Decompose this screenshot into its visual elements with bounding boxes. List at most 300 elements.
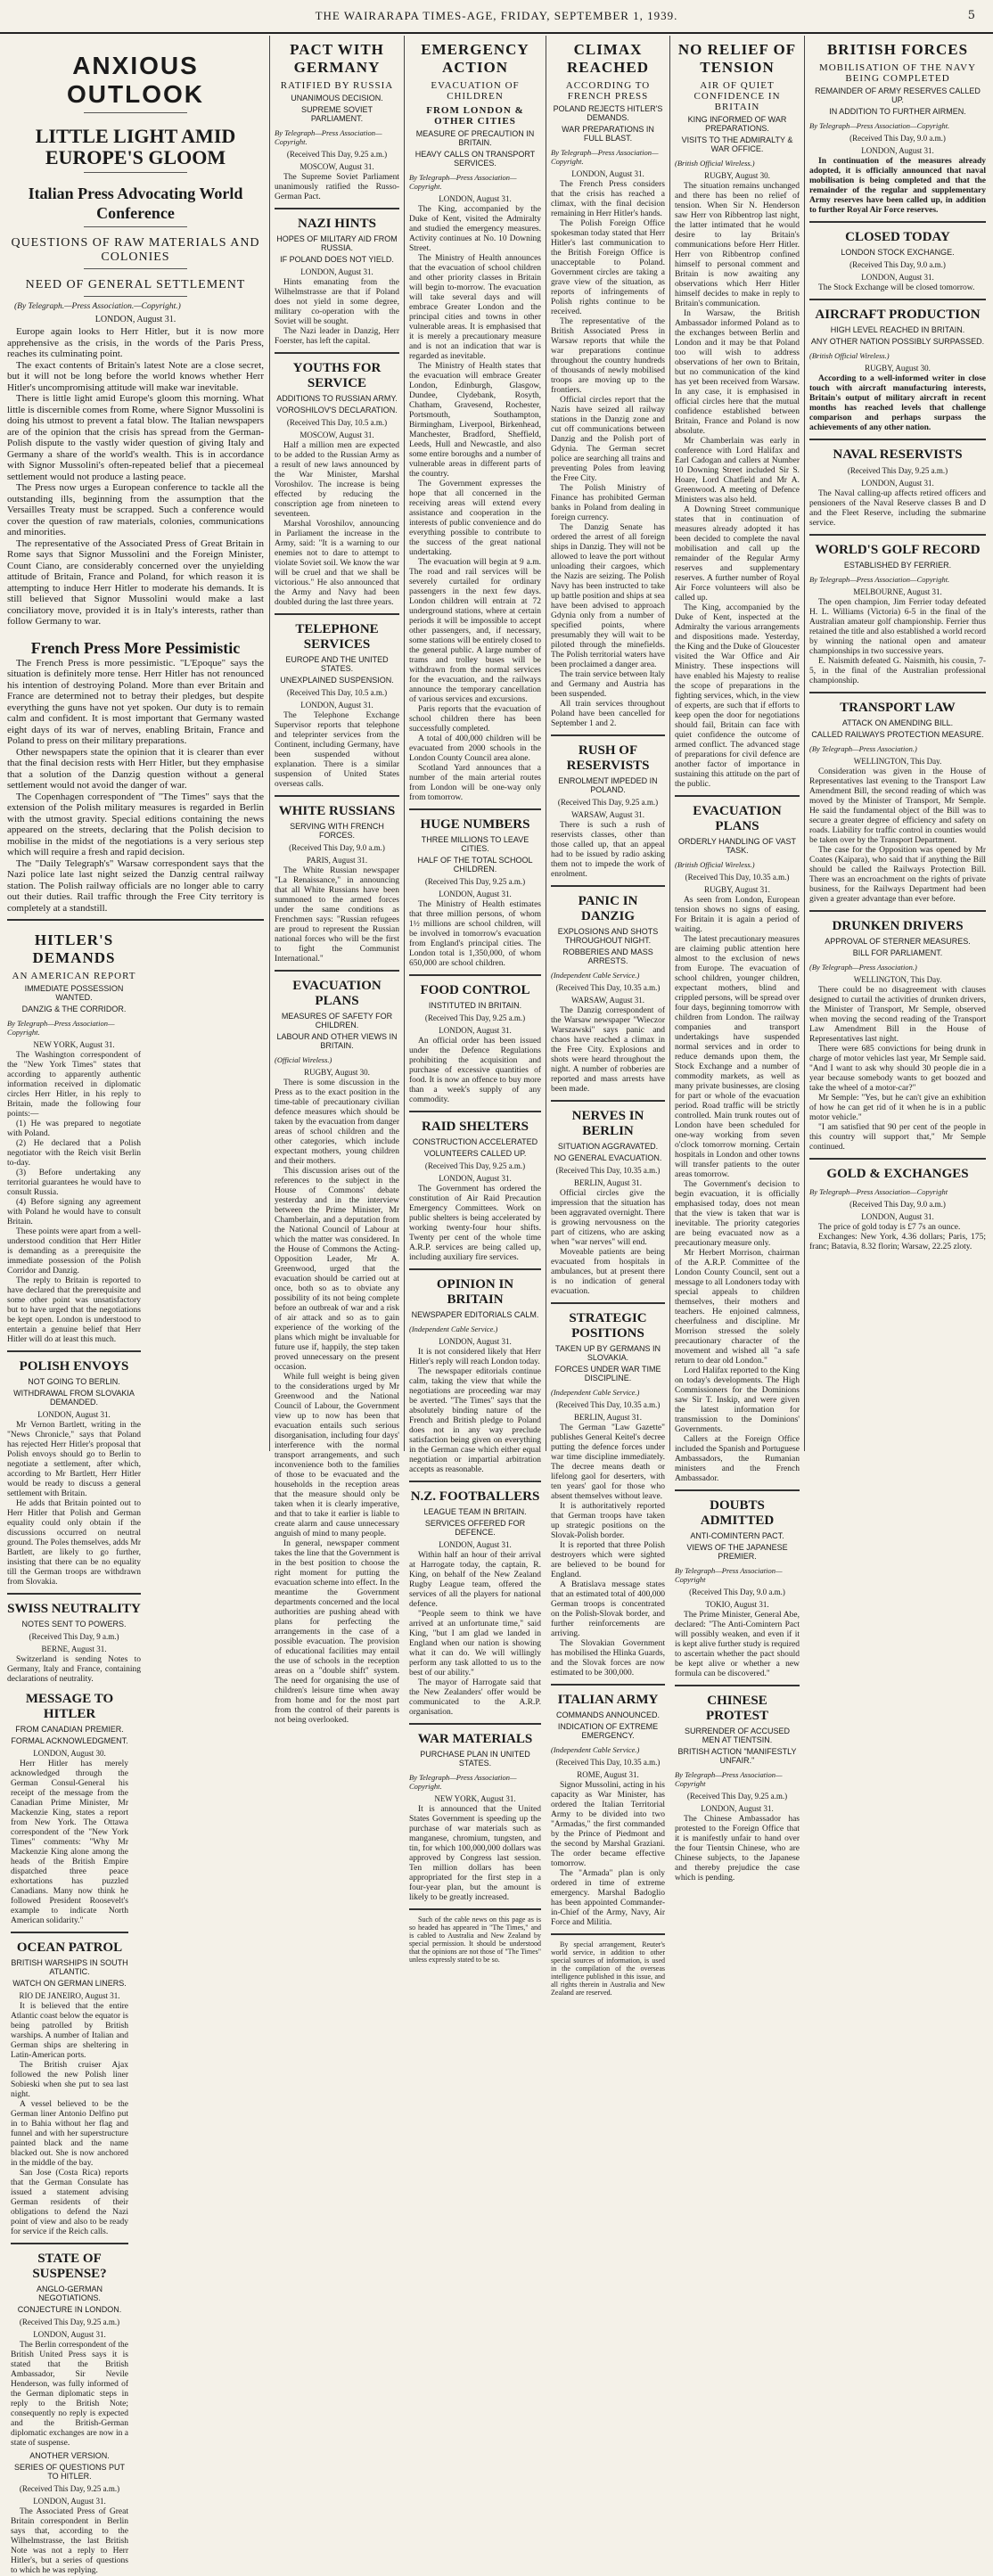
rule	[84, 268, 186, 269]
article-paragraph: There is such a rush of reservists classes, other than those called up, that an appeal had to be issued by radio asking them not to impede the work of enrolment.	[551, 821, 665, 879]
column-rule	[804, 36, 805, 1451]
dateline: WARSAW, August 31.	[571, 810, 644, 819]
subheading: WATCH ON GERMAN LINERS.	[12, 1979, 127, 1988]
article-paragraph: Official circles give the impression that the situation has been aggravated overnight. There is growing nervousness on the part of citizens, who are asking when "war nerves" will end.	[551, 1189, 665, 1247]
section-divider	[675, 1489, 800, 1491]
subheading: APPROVAL OF STERNER MEASURES.	[825, 937, 971, 946]
section-divider	[551, 1933, 665, 1935]
article-paragraph: The "Armada" plan is only ordered in time of extreme emergency. Marshal Badoglio has been appointed Commander-in-Chief of the Army, Navy, Air Force and Militia.	[551, 1869, 665, 1927]
headline-worlds-golf-record: WORLD'S GOLF RECORD	[815, 543, 981, 557]
byline: By Telegraph—Press Association—Copyright.	[551, 148, 659, 166]
headline-rush-of-reservists: RUSH OF RESERVISTS	[566, 743, 650, 773]
dateline: LONDON, August 31.	[439, 890, 512, 898]
subheading: CONJECTURE IN LONDON.	[17, 2305, 122, 2314]
article-paragraph: The King, accompanied by the Duke of Kent, visited the Admiralty and studied the emergency measures. Activity continues at No. 10 Downing Street.	[409, 205, 541, 253]
subheading: EXPLOSIONS AND SHOTS THROUGHOUT NIGHT.	[557, 927, 659, 945]
article-paragraph: Lord Halifax reported to the King on today's developments. The High Commissioners for the Dominions saw Sir T. Inskip, and were given the latest information for transmission to the Dominions' Governments.	[675, 1366, 800, 1434]
article-paragraph: The newspaper editorials continue calm, taking the view that while the negotiations are proceeding war may be averted. "The Times" says that the absolutely binding nature of the French and British pledge to Poland does not in any way preclude satisfaction being given on everything in the German case which either equal negotiation or impartial arbitration accepts as reasonable.	[409, 1367, 541, 1474]
headline-state-of-suspense: STATE OF SUSPENSE?	[32, 2252, 107, 2281]
subheading-italian-press: Italian Press Advocating World Conference	[28, 185, 243, 222]
rule	[84, 226, 186, 227]
subheading: SITUATION AGGRAVATED.	[557, 1142, 659, 1151]
dateline: LONDON, August 31.	[300, 267, 373, 276]
section-divider	[551, 885, 665, 887]
subheading: IF POLAND DOES NOT YIELD.	[280, 255, 394, 264]
dateline: NEW YORK, August 31.	[33, 1040, 115, 1049]
dateline: LONDON, August 31.	[439, 194, 512, 203]
article-paragraph: These points were apart from a well-understood condition that Herr Hitler is demanding as a prerequisite the immediate possession of the Polish Corridor and Danzig.	[7, 1227, 141, 1276]
article-paragraph: A Bratislava message states that an estimated total of 400,000 German troops is concentrated on the Polish-Slovak border, and further reinforcements are arriving.	[551, 1580, 665, 1638]
dateline: LONDON, August 31.	[701, 1804, 774, 1813]
article-paragraph: Mr Chamberlain was early in conference with Lord Halifax and Earl Cadogan and callers at Number 10 Downing Street included Sir S. Hoare, Lord Chatfield and Mr A. Greenwood. A meeting of Defence Ministers was also held.	[675, 437, 800, 505]
article-paragraph: The Telephone Exchange Supervisor reports that telephone and teleprinter services from the Continent, including Germany, have been suspended without explanation. There is a similar suspension of United States overseas calls.	[275, 711, 399, 789]
byline: (Official Wireless.)	[275, 1055, 332, 1064]
subheading: ANGLO-GERMAN NEGOTIATIONS.	[36, 2285, 103, 2302]
dateline: LONDON, August 31.	[439, 1540, 512, 1549]
dateline: LONDON, August 31.	[861, 1212, 934, 1221]
column-rule	[404, 36, 405, 1451]
article-paragraph: It is believed that the entire Atlantic coast below the equator is being patrolled by British warships. A number of Italian and German ships are sheltering in Latin-American ports.	[11, 2002, 128, 2060]
article-paragraph: The Polish Foreign Office spokesman today stated that Herr Hitler's last communication to the British Foreign Office is unacceptable to Poland. Government circles are taking a grave view of the situation, as reports of infringements of Polish rights continue to be received.	[551, 219, 665, 316]
dateline: WELLINGTON, This Day.	[853, 757, 942, 766]
headline-drunken-drivers: DRUNKEN DRIVERS	[832, 919, 964, 933]
section-divider	[409, 808, 541, 810]
subheading: ANTI-COMINTERN PACT.	[690, 1531, 784, 1540]
article-paragraph: The representative of the Associated Press of Great Britain in Rome says that Signor Mussolini and the Foreign Minister, Count Ciano, are considerably concerned over the unyielding attitude of Britain, France and Poland, for which reason it is attempting to induce Herr Hitler to moderate his demands. It is still believed that Signor Mussolini would make a last conciliatory move, provided it is in Italy's interests, rather than follow Germany to war.	[7, 537, 264, 627]
dateline: RIO DE JANEIRO, August 31.	[19, 1991, 120, 2000]
dateline: MOSCOW, August 31.	[300, 431, 374, 439]
dateline: LONDON, August 31.	[439, 1174, 512, 1183]
subheading: LONDON STOCK EXCHANGE.	[841, 248, 955, 257]
headline-evacuation-plans-2: EVACUATION PLANS	[693, 804, 782, 833]
article-paragraph: In continuation of the measures already adopted, it is officially announced that naval mobilisation is being completed and that the remainder of the regular and supplementary Army reserves have been called up, in addition to further Royal Air Force reserves.	[809, 157, 986, 215]
subheading: MOBILISATION OF THE NAVY BEING COMPLETED	[818, 62, 977, 84]
subheading: SERIES OF QUESTIONS PUT TO HITLER.	[13, 2463, 126, 2481]
headline-british-forces: BRITISH FORCES	[826, 41, 969, 58]
received-note: (Received This Day, 9 a.m.)	[29, 1632, 119, 1641]
article-paragraph: It is authoritatively reported that German troops have taken up strategic positions on the Slovak-Polish border.	[551, 1502, 665, 1540]
headline-italian-army: ITALIAN ARMY	[557, 1693, 659, 1707]
rule	[84, 296, 186, 297]
byline: (British Official Wireless.)	[675, 159, 755, 168]
subheading: POLAND REJECTS HITLER'S DEMANDS.	[553, 104, 663, 122]
article-paragraph: It is reported that three Polish destroyers which were sighted are believed to be bound for England.	[551, 1541, 665, 1579]
subheading: HEAVY CALLS ON TRANSPORT SERVICES.	[414, 150, 536, 168]
received-note: (Received This Day, 9.0 a.m.)	[689, 1587, 785, 1596]
section-divider	[409, 974, 541, 976]
article-paragraph: The Associated Press of Great Britain correspondent in Berlin says that, according to the Wilhelmstrasse, the last British Note was not a reply to Herr Hitler's, but a series of questions to which he was replying.	[11, 2507, 128, 2575]
subheading: UNANIMOUS DECISION.	[291, 94, 383, 103]
column-rule	[669, 36, 670, 1451]
article-paragraph: The Nazi leader in Danzig, Herr Foerster, has left the capital.	[275, 327, 399, 346]
article-paragraph: The Government expresses the hope that all concerned in the receiving areas will extend every assistance and cooperation in the interests of public convenience and do everything possible to contribute to the success of the great national undertaking.	[409, 480, 541, 557]
article-paragraph: The open champion, Jim Ferrier today defeated H. L. Williams (Victoria) 6-5 in the final of the Australian amateur golf championship. Ferrier thus retained the title and also established a world record by winning the national open and amateur championships in two successive years.	[809, 598, 986, 656]
subheading: VOLUNTEERS CALLED UP.	[423, 1149, 527, 1158]
article-paragraph: The reply to Britain is reported to have declared that the prerequisite and some other point was unsatisfactory but to have urged that the negotiations be kept open. London is understood to entertain a genuine belief that Herr Hitler will do at least this much.	[7, 1276, 141, 1344]
subheading: ESTABLISHED BY FERRIER.	[843, 561, 952, 570]
received-note: (Received This Day, 10.35 a.m.)	[555, 1166, 661, 1175]
article-paragraph: The case for the Opposition was opened by Mr Coates (Kaipara), who said that if anything the Bill should be called the Railways Protection Bill. There was an encroachment on the rights of private business, for the Railways Department had been given a greater advantage than ever before.	[809, 846, 986, 904]
dateline: ROME, August 31.	[577, 1770, 639, 1779]
article-paragraph: The representative of the British Associated Press in Warsaw reports that while the war preparations continue throughout the country hundreds of thousands of newly mobilised troops are moving up to the frontiers.	[551, 317, 665, 395]
headline-polish-envoys: POLISH ENVOYS	[19, 1359, 129, 1374]
subheading: ANOTHER VERSION.	[29, 2451, 110, 2460]
article-paragraph: Marshal Voroshilov, announcing in Parliament the increase in the Army, said: "It is a warning to our enemies not to dare to attempt to violate Soviet soil. We know the war will be cruel and that we shall be victorious." He also announced that the Army and Navy had been doubled during the last three years.	[275, 520, 399, 607]
dateline: LONDON, August 31.	[37, 1410, 111, 1419]
subheading: ENROLMENT IMPEDED IN POLAND.	[558, 776, 658, 794]
subheading: WAR PREPARATIONS IN FULL BLAST.	[562, 125, 654, 143]
article-paragraph: E. Naismith defeated G. Naismith, his cousin, 7-5, in the final of the Australian professional championship.	[809, 657, 986, 685]
article-paragraph: Mr Vernon Bartlett, writing in the "News Chronicle," says that Poland has rejected Herr Hitler's proposal that Polish envoys should go to Berlin to negotiate a settlement, after which, according to Mr Bartlett, Herr Hitler would be ready to discuss a general settlement with Britain.	[7, 1421, 141, 1498]
article-paragraph: There could be no disagreement with clauses designed to curtail the activities of drunken drivers, the Minister of Transport, Mr Semple, observed when moving the second reading of the Transport Law Amendment Bill in the House of Representatives last night.	[809, 986, 986, 1044]
dateline: LONDON, August 31.	[861, 479, 934, 488]
subheading: FORCES UNDER WAR TIME DISCIPLINE.	[554, 1365, 661, 1382]
article-paragraph: The French Press considers that the crisis has reached a climax, with the final decision remaining in Herr Hitler's hands.	[551, 180, 665, 218]
subheading: AIR OF QUIET CONFIDENCE IN BRITAIN	[693, 80, 781, 112]
masthead-title: THE WAIRARAPA TIMES-AGE, FRIDAY, SEPTEMBER 1, 1939.	[315, 9, 678, 22]
received-note: (Received This Day, 9.25 a.m.)	[286, 150, 388, 159]
article-paragraph: The price of gold today is £7 7s an ounce.	[818, 1223, 961, 1232]
subheading: COMMANDS ANNOUNCED.	[555, 1710, 660, 1719]
subheading: ORDERLY HANDLING OF VAST TASK.	[677, 837, 797, 855]
byline: By Telegraph—Press Association—Copyright.	[409, 173, 517, 191]
byline: (British Official Wireless.)	[809, 351, 890, 360]
dateline: LONDON, August 31.	[861, 273, 934, 282]
subheading: FROM LONDON & OTHER CITIES	[426, 105, 524, 127]
article-paragraph: A Downing Street communique states that in continuation of measures already adopted it has been decided to complete the naval mobilisation and call up the remainder of the Regular Army reserves and supplementary reserves. A further number of Royal Air Force volunteers will also be called up.	[675, 505, 800, 603]
headline-hitlers-demands: HITLER'S DEMANDS	[32, 931, 116, 966]
article-paragraph: As seen from London, European tension shows no signs of easing. For Britain it is again a period of waiting.	[675, 896, 800, 934]
subheading: ANY OTHER NATION POSSIBLY SURPASSED.	[810, 337, 985, 346]
dateline: BERNE, August 31.	[41, 1645, 107, 1653]
section-divider	[275, 970, 399, 972]
dateline: WELLINGTON, This Day.	[853, 975, 942, 984]
article-paragraph: The Danzig Senate has ordered the arrest of all foreign ships in Danzig. They will not be allowed to leave the port without unloading their cargoes, which the Nazis are seizing. The Polish Navy has been instructed to take up battle position and ships at sea have been advised to approach Gdynia only from a number of specified points, where presumably they will wait to be piloted through the minefields. The Polish territorial waters have been proclaimed a danger area.	[551, 523, 665, 669]
article-paragraph: Consideration was given in the House of Representatives last evening to the Transport Law Amendment Bill, the second reading of which was moved by the Minister of Transport, Mr Semple. He said the fundamental object of the Bill was to secure a greater degree of efficiency and safety on roads. Liability for traffic control in counties would be taken over by the Transport Department.	[809, 767, 986, 845]
received-note: (Received This Day, 10.35 a.m.)	[685, 873, 790, 882]
article-paragraph: The Ministry of Health states that the evacuation will embrace Greater London, Edinburgh, Glasgow, Dundee, Clydebank, Rosyth, Chatham, Gravesend, Rochester, Portsmouth, Southampton, Birmingham, Liverpool, Birkenhead, Manchester, Bradford, Sheffield, Leeds, Hull and Newcastle, and also some entire boroughs and a number of vulnerable areas in different parts of the country.	[409, 362, 541, 479]
subheading: EUROPE AND THE UNITED STATES.	[285, 655, 389, 673]
article-paragraph: All train services throughout Poland have been cancelled for September 1 and 2.	[551, 700, 665, 728]
article-paragraph: Mr Herbert Morrison, chairman of the A.R.P. Committee of the London County Council, sent out a message to all Londoners today with special appeals to children themselves, their mothers and teachers. He enjoined calmness, cheerfulness and discipline. Mr Morrison stressed the solely precautionary character of the movement and wished all "a safe return to dear old London."	[675, 1249, 800, 1366]
article-paragraph: Europe again looks to Herr Hitler, but it is now more apprehensive as the crisis, in the words of the Paris Press, reaches its culminating point.	[7, 326, 264, 359]
rule	[84, 112, 186, 113]
subheading: SUPREME SOVIET PARLIAMENT.	[300, 105, 373, 123]
dateline: BERLIN, August 31.	[573, 1413, 642, 1422]
subheading: MEASURES OF SAFETY FOR CHILDREN.	[281, 1012, 393, 1030]
subheading: SERVING WITH FRENCH FORCES.	[290, 822, 384, 840]
section-divider	[409, 1723, 541, 1725]
section-divider	[809, 692, 986, 693]
headline-nazi-hints: NAZI HINTS	[298, 217, 376, 231]
article-paragraph: (3) Before undertaking any territorial guarantees he would have to consult Russia.	[7, 1169, 141, 1197]
article-paragraph: The Government's decision to begin evacuation, it is officially emphasised today, does not mean that the view is taken that war is inevitable. The priority categories are being evacuated now as a precautionary measure only.	[675, 1180, 800, 1248]
footnote-reuters: By special arrangement, Reuter's world service, in addition to other special sources of information, is used in the compilation of the overseas intelligence published in this issue, and all rights therein in Australia and New Zealand are reserved.	[551, 1940, 665, 1997]
byline: (By Telegraph—Press Association.)	[809, 963, 917, 972]
headline-climax-reached: CLIMAX REACHED	[566, 41, 649, 76]
received-note: (Received This Day, 9.25 a.m.)	[557, 798, 659, 807]
article-paragraph: The French Press is more pessimistic. "L'Epoque" says the situation is definitely more tense. Herr Hitler has not renounced his intention of destroying Poland. More than ever Britain and France are determined not to betray their pledges, but despite everything the guns have not yet spoken. Our duty is to remain calm and confident. It is most important that Germany wasted eight days of its war of nerves, enabling Britain, France and Poland to press on their military preparations.	[7, 657, 264, 746]
received-note: (Received This Day, 9.25 a.m.)	[424, 1161, 526, 1170]
article-paragraph: The Ministry of Health announces that the evacuation of school children and other priority classes in Britain will begin to-morrow. The evacuation will take several days and will embrace Greater London and the principal cities and towns in other vulnerable areas. It is emphasised that it is merely a precautionary measure and is not an indication that war is regarded as inevitable.	[409, 254, 541, 361]
dateline: BERLIN, August 31.	[573, 1178, 642, 1187]
subheading-raw-materials: QUESTIONS OF RAW MATERIALS AND COLONIES	[11, 236, 260, 264]
article-paragraph: The evacuation will begin at 9 a.m. The road and rail services will be severely curtailed for ordinary passengers in the next few days. London children will entrain at 72 underground stations, where at certain periods it will be impossible to accept other passengers, and, if necessary, some stations will be entirely closed to the general public. A large number of trams and trolley buses will be withdrawn from the normal services for the evacuation, and the railways announce the temporary cancellation of various services and excursions.	[409, 558, 541, 704]
article-paragraph: It is announced that the United States Government is speeding up the purchase of war materials such as manganese, chromium, tungsten, and tin, for which 100,000,000 dollars was approved by Congress last session. Ten million dollars has been appropriated for the first step in a four-year plan, but the amount is likely to be greatly increased.	[409, 1805, 541, 1902]
article-paragraph: Signor Mussolini, acting in his capacity as War Minister, has ordered the Italian Territorial Army to be divided into two "Armadas," the first commanded by the Prince of Piedmont and the second by Marshal Graziani. The order became effective tomorrow.	[551, 1781, 665, 1868]
subcolumn-hitler	[7, 926, 141, 1685]
byline: By Telegraph—Press Association—Copyright.	[409, 1773, 517, 1791]
article-paragraph: The situation remains unchanged and there has been no relief of tension. When Sir N. Henderson saw Herr von Ribbentrop last night, the latter intimated that he would desire to lay Britain's communications before Herr Hitler. Herr von Ribbentrop confined himself to personal comment and Britain is now awaiting any observations which Herr Hitler himself decides to make in reply to Britain's communication.	[675, 182, 800, 308]
subheading: CALLED RAILWAYS PROTECTION MEASURE.	[811, 730, 984, 739]
article-paragraph: Half a million men are expected to be added to the Russian Army as a result of new laws announced by the War Minister, Marshal Voroshilov. The increase is being effected by reducing the conscription age from nineteen to seventeen.	[275, 441, 399, 519]
dateline: LONDON, August 30.	[33, 1749, 106, 1758]
section-divider	[675, 1685, 800, 1686]
column-2	[275, 36, 399, 1725]
article-paragraph: Other newspapers state the opinion that it is clearer than ever that the final decision rests with Herr Hitler, but they emphasise that a solution of the Danzig question without a general settlement would not avoid the danger of war.	[7, 746, 264, 791]
subheading: NOTES SENT TO POWERS.	[21, 1620, 127, 1628]
dateline: WARSAW, August 31.	[571, 996, 644, 1005]
subheading: AN AMERICAN REPORT	[12, 971, 136, 981]
column-rule	[269, 36, 270, 1451]
section-divider	[551, 1100, 665, 1102]
dateline: RUGBY, August 30.	[304, 1068, 370, 1077]
article-paragraph: "People seem to think we have arrived at an unfortunate time," said King, "but I am glad we landed in England when our nation is showing what it can do. We will willingly perform any task allotted to us to the best of our ability."	[409, 1610, 541, 1678]
subheading: LEAGUE TEAM IN BRITAIN.	[423, 1507, 527, 1516]
received-note: (Received This Day, 10.35 a.m.)	[555, 1400, 661, 1409]
headline-nerves-in-berlin: NERVES IN BERLIN	[571, 1109, 644, 1138]
dateline: NEW YORK, August 31.	[434, 1794, 516, 1803]
section-divider	[809, 439, 986, 440]
article-paragraph: The Press now urges a European conference to tackle all the outstanding ills, beginning from the assumption that the Versailles Treaty must be scrapped. Such a conference would cover the question of raw materials, colonies, communications and minorities.	[7, 482, 264, 537]
subheading: VOROSHILOV'S DECLARATION.	[276, 406, 398, 414]
article-paragraph: The Supreme Soviet Parliament unanimously ratified the Russo-German Pact.	[275, 173, 399, 201]
dateline: LONDON, August 31.	[33, 2330, 106, 2339]
headline-anxious-outlook: ANXIOUS OUTLOOK	[67, 52, 204, 108]
dateline: LONDON, August 31.	[94, 315, 176, 324]
headline-emergency-action: EMERGENCY ACTION	[421, 41, 529, 76]
section-divider	[275, 352, 399, 354]
article-paragraph: The Ministry of Health estimates that three million persons, of whom 1½ millions are school children, will be involved in tomorrow's evacuation from England's principal cities. The London total is 1,350,000, of whom 650,000 are school children.	[409, 900, 541, 968]
subheading: UNEXPLAINED SUSPENSION.	[280, 676, 394, 685]
received-note: (Received This Day, 9.25 a.m.)	[686, 1792, 788, 1801]
received-note: (Received This Day, 10.5 a.m.)	[286, 688, 388, 697]
subheading: DANZIG & THE CORRIDOR.	[21, 1005, 127, 1013]
article-paragraph: There were 685 convictions for being drunk in charge of motor vehicles last year, Mr Semple said. "And I want to ask why should 30 people die in a year because somebody wants to get boozed and take the wheel of a motor-car?"	[809, 1045, 986, 1093]
rule	[84, 172, 186, 173]
dateline: RUGBY, August 31.	[704, 885, 770, 894]
dateline: LONDON, August 31.	[439, 1337, 512, 1346]
section-divider	[551, 1684, 665, 1686]
byline: By Telegraph—Press Association—Copyright.	[809, 575, 950, 584]
article-paragraph: Callers at the Foreign Office included the Spanish and Portuguese Ambassadors, the Rumanian ministers and the French Ambassador.	[675, 1435, 800, 1483]
article-paragraph: In general, newspaper comment takes the line that the Government is in the best position to choose the right moment for putting the evacuation scheme into effect. In the meantime the Government departments concerned and the local authorities are pushing ahead with plans for perfecting the arrangements in the case of a possible evacuation. The provision of educational facilities may entail the use of schools in the reception areas on a "double shift" system. The need for organising the use of children's leisure time when away from home and for the most part from the control of their parents is not being overlooked.	[275, 1539, 399, 1725]
article-paragraph: A total of 400,000 children will be evacuated from 2000 schools in the London County Council area alone.	[409, 734, 541, 763]
byline: By Telegraph—Press Association—Copyright.	[275, 128, 382, 146]
subheading: SURRENDER OF ACCUSED MEN AT TIENTSIN.	[684, 1727, 790, 1744]
headline-ocean-patrol: OCEAN PATROL	[16, 1940, 123, 1955]
byline: (Independent Cable Service.)	[551, 1388, 640, 1397]
received-note: (Received This Day, 9.25 a.m.)	[847, 466, 948, 475]
headline-nz-footballers: N.Z. FOOTBALLERS	[410, 1489, 540, 1504]
subheading: HOPES OF MILITARY AID FROM RUSSIA.	[276, 234, 398, 252]
byline: (By Telegraph—Press Association.)	[809, 744, 917, 753]
subheading: THREE MILLIONS TO LEAVE CITIES.	[421, 835, 529, 853]
headline-white-russians: WHITE RUSSIANS	[278, 804, 396, 818]
received-note: (Received This Day, 9.25 a.m.)	[19, 2484, 120, 2493]
headline-message-to-hitler: MESSAGE TO HITLER	[25, 1692, 114, 1721]
article-paragraph: According to a well-informed writer in close touch with aircraft manufacturing interests, Britain's output of military aircraft in recent months has reached levels that challenge comparison and perhaps surpass the achievements of any other nation.	[809, 374, 986, 432]
subheading: BILL FOR PARLIAMENT.	[852, 948, 943, 957]
page-number: 5	[967, 9, 975, 22]
section-divider	[7, 1350, 141, 1352]
article-paragraph: A vessel believed to be the German liner Antonio Delfino put in to Bahia without her flag and funnel and with her superstructure painted black and the name blacked out. She is now anchored in the middle of the bay.	[11, 2100, 128, 2168]
subheading: LABOUR AND OTHER VIEWS IN BRITAIN.	[276, 1032, 398, 1050]
headline-chinese-protest: CHINESE PROTEST	[705, 1694, 769, 1723]
headline-naval-reservists: NAVAL RESERVISTS	[833, 447, 963, 462]
article-paragraph: The British cruiser Ajax followed the new Polish liner Sobieski when she put to sea last night.	[11, 2061, 128, 2099]
received-note: (Received This Day, 9.0 a.m.)	[849, 1200, 946, 1209]
article-paragraph: The Naval calling-up affects retired officers and pensioners of the Naval Reserve classes B and D and the Fleet Reserve, including the submarine service.	[809, 489, 986, 528]
article-paragraph: The Copenhagen correspondent of "The Times" says that the extension of the Polish military measures is regarded in Berlin with the utmost gravity. Special editions containing the news appeared on the streets, declaring that the Polish decision to mobilise in the midst of the negotiations is a very serious step which will require a fresh and rapid decision.	[7, 791, 264, 857]
byline: (Independent Cable Service.)	[551, 971, 640, 980]
article-paragraph: (1) He was prepared to negotiate with Poland.	[7, 1120, 141, 1138]
received-note: (Received This Day, 9.25 a.m.)	[19, 2318, 120, 2326]
article-paragraph: Switzerland is sending Notes to Germany, Italy and France, containing declarations of neutrality.	[7, 1655, 141, 1684]
dateline: MELBOURNE, August 31.	[853, 587, 942, 596]
received-note: (Received This Day, 10.5 a.m.)	[286, 418, 388, 427]
subheading: WITHDRAWAL FROM SLOVAKIA DEMANDED.	[13, 1389, 135, 1407]
received-note: (Received This Day, 9.0 a.m.)	[289, 843, 385, 852]
dateline: MOSCOW, August 31.	[300, 162, 374, 171]
article-paragraph: An official order has been issued under the Defence Regulations prohibiting the acquisition and purchase of excessive quantities of food. It is now an offence to buy more than a week's supply of any commodity.	[409, 1037, 541, 1104]
subheading: ATTACK ON AMENDING BILL.	[841, 718, 954, 727]
column-6	[809, 36, 986, 1451]
article-paragraph: The Government has ordered the constitution of Air Raid Precaution Emergency Committees. Work on public shelters is being accelerated by working twenty-four hour shifts. Twenty per cent of the whole time A.R.P. services are being called up, including auxiliary fire services.	[409, 1185, 541, 1262]
section-divider	[809, 534, 986, 536]
received-note: (Received This Day, 10.35 a.m.)	[555, 983, 661, 992]
column-1	[7, 36, 264, 2575]
subheading: NEWSPAPER EDITORIALS CALM.	[411, 1310, 539, 1319]
dateline: LONDON, August 31.	[439, 1026, 512, 1035]
article-paragraph: The Prime Minister, General Abe, declared: "The Anti-Comintern Pact will possibly weaken, and even if it is kept alive further study is required to ascertain whether the pact should be kept alive or whether a new formula can be discovered."	[675, 1611, 800, 1678]
footnote-times: Such of the cable news on this page as is so headed has appeared in "The Times," and is cabled to Australia and New Zealand by special permission. It should be understood that the opinions are not those of "The Times" unless expressly stated to be so.	[409, 1916, 541, 1964]
subheading: ADDITIONS TO RUSSIAN ARMY.	[276, 394, 398, 403]
received-note: (Received This Day, 9.0 a.m.)	[849, 260, 946, 269]
article-paragraph: (2) He declared that a Polish negotiator with the Reich visit Berlin to-day.	[7, 1139, 141, 1168]
article-paragraph: The "Daily Telegraph's" Warsaw correspondent says that the Nazi police late last night seized the Danzig central railway station. The Polish railway officials are no longer able to carry out their duties. Rail traffic through the Free City territory is completely at a standstill.	[7, 857, 264, 914]
headline-doubts-admitted: DOUBTS ADMITTED	[700, 1498, 775, 1528]
section-divider	[551, 1302, 665, 1304]
column-5	[675, 36, 800, 1883]
subcolumn-message	[11, 1685, 128, 2576]
headline-huge-numbers: HUGE NUMBERS	[420, 817, 530, 832]
headline-pact-with-germany: PACT WITH GERMANY	[290, 41, 384, 76]
headline-strategic-positions: STRATEGIC POSITIONS	[569, 1311, 647, 1341]
article-paragraph: The Washington correspondent of the "New York Times" states that according to apparently authentic information received in diplomatic circles Herr Hitler, in his reply to Britain, made the following four points:—	[7, 1051, 141, 1119]
section-divider	[409, 1268, 541, 1270]
article-paragraph: Hints emanating from the Wilhelmstrasse are that if Poland does not yield in some degree, military co-operation with the Soviet will be sought.	[275, 278, 399, 326]
article-paragraph: The latest precautionary measures are claiming public attention here almost to the exclusion of news from Europe. The evacuation of school children, younger children, expectant mothers, blind and crippled persons, will be spread over four days, beginning tomorrow with children from London. The railway companies and transport undertakings have suspended normal services and in order to reduce demands upon them, the Stock Exchange and a number of commodity markets, as well as many private businesses, are closing for part or whole of the evacuation period. Road traffic will be strictly controlled. Main trunk routes out of London have been scheduled for one-way working from seven o'clock tomorrow morning. Certain hospitals in London and other towns will transfer patients to the outer areas tomorrow.	[675, 935, 800, 1179]
article-paragraph: He adds that Britain pointed out to Herr Hitler that Polish and German equality could only obtain if the discussions occurred on neutral ground. The Poles themselves, adds Mr Bartlett, are likely to go further, insisting that there can be no equality till the German troops are withdrawn from Slovakia.	[7, 1499, 141, 1587]
article-paragraph: Paris reports that the evacuation of school children there has been successfully completed.	[409, 705, 541, 734]
article-paragraph: (4) Before signing any agreement with Poland he would have to consult Britain.	[7, 1198, 141, 1226]
headline-evacuation-plans: EVACUATION PLANS	[292, 979, 382, 1008]
subheading: HALF OF THE TOTAL SCHOOL CHILDREN.	[417, 856, 533, 874]
section-divider	[7, 919, 264, 921]
subheading: SERVICES OFFERED FOR DEFENCE.	[424, 1519, 526, 1537]
article-paragraph: This discussion arises out of the references to the subject in the House of Commons' debate yesterday and in the interview between the Prime Minister, Mr Chamberlain, and a deputation from the National Council of Labour at which the matter was considered. In the House of Commons the Acting-Opposition Leader, Mr A. Greenwood, urged that the evacuation should be carried out at once, both so as to obviate any possibility of its not being complete before an outbreak of war and a risk of air attack and so as to gain experience of the working of the plans which might be invaluable for future use if, happily, the step taken proved unnecessary on the present occasion.	[275, 1167, 399, 1372]
article-paragraph: There is little light amid Europe's gloom this morning. What little is discernible comes from Rome, where Signor Mussolini is doing his utmost to prevent a fatal blow. The Italian newspapers are of the opinion that the crisis has spread from the German-Polish dispute to the vastly wider question of giving Italy and Germany a share of the world's wealth. This is in accordance with Signor Mussolini's often-repeated belief that a piecemeal settlement would not produce a lasting peace.	[7, 393, 264, 482]
subheading-light-amid-gloom: LITTLE LIGHT AMID EUROPE'S GLOOM	[35, 125, 236, 168]
article-paragraph: The Danzig correspondent of the Warsaw newspaper "Wieczor Warszawski" says panic and chaos have reached a climax in the Free City. Explosions and shots were heard throughout the night. A number of robberies are reported and mass arrests have been made.	[551, 1006, 665, 1094]
headline-youths-for-service: YOUTHS FOR SERVICE	[292, 361, 382, 390]
received-note: (Received This Day, 10.35 a.m.)	[555, 1758, 661, 1767]
received-note: (Received This Day, 9.25 a.m.)	[424, 1013, 526, 1022]
byline: (British Official Wireless.)	[675, 860, 755, 869]
masthead	[0, 0, 993, 34]
section-divider	[809, 221, 986, 223]
subheading: NOT GOING TO BERLIN.	[28, 1377, 120, 1386]
byline: By Telegraph—Press Association—Copyright.	[809, 121, 950, 130]
article-paragraph: Official circles report that the Nazis have seized all railway stations in the Danzig zone and cut off communications between Danzig and the Polish port of Gdynia. The German secret police are searching all trains and preventing Poles from leaving the Free City.	[551, 396, 665, 483]
dateline: LONDON, August 31.	[33, 2497, 106, 2506]
subheading: INSTITUTED IN BRITAIN.	[428, 1001, 522, 1010]
subheading: FORMAL ACKNOWLEDGMENT.	[11, 1736, 128, 1745]
article-paragraph: Within half an hour of their arrival at Harrogate today, the captain, R. King, on behalf of the New Zealand Rugby League team, offered the services of all the players for national defence.	[409, 1551, 541, 1609]
article-paragraph: It is not considered likely that Herr Hitler's reply will reach London today.	[409, 1348, 541, 1366]
headline-food-control: FOOD CONTROL	[420, 983, 530, 997]
article-paragraph: The White Russian newspaper "La Renaissance," in announcing that all White Russians have been summoned to the armed forces under the same conditions as Frenchmen says: "Russian refugees are proud to represent the Russian national forces who will be the first to fight the Communist International."	[275, 866, 399, 964]
section-divider	[409, 1908, 541, 1910]
section-divider	[11, 1932, 128, 1933]
dateline: RUGBY, August 30.	[865, 364, 931, 373]
headline-opinion-in-britain: OPINION IN BRITAIN	[436, 1277, 514, 1307]
article-paragraph: The Chinese Ambassador has protested to the Foreign Office that it is manifestly unfair to hand over the four Tientsin Chinese, who are Chinese subjects, to the Japanese and thereby prejudice the case which is pending.	[675, 1815, 800, 1883]
section-divider	[11, 2243, 128, 2244]
subheading: PURCHASE PLAN IN UNITED STATES.	[420, 1750, 530, 1768]
dateline: LONDON, August 31.	[571, 169, 644, 178]
headline-telephone-services: TELEPHONE SERVICES	[295, 622, 379, 652]
subheading: IMMEDIATE POSSESSION WANTED.	[24, 984, 124, 1002]
article-paragraph: The exact contents of Britain's latest Note are a close secret, but it will not be long before the world knows whether Herr Hitler's uncompromising attitude will make war inevitable.	[7, 359, 264, 393]
article-paragraph: The Berlin correspondent of the British United Press says it is stated that the British Ambassador, Sir Nevile Henderson, was fully informed of the German diplomatic steps in reply to the British Note; consequently no reply is expected and the British-German diplomatic exchanges are now in a state of suspense.	[11, 2341, 128, 2448]
subheading: EVACUATION OF CHILDREN	[431, 80, 520, 102]
subheading: IN ADDITION TO FURTHER AIRMEN.	[829, 107, 966, 116]
subheading: BRITISH ACTION "MANIFESTLY UNFAIR."	[677, 1747, 797, 1765]
article-paragraph: Moveable patients are being evacuated from hospitals in ambulances, but at present there is no indication of general evacuation.	[551, 1248, 665, 1296]
article-paragraph: The German "Law Gazette" publishes General Keitel's decree putting the defence forces under war time discipline immediately. The decree means death or lifelong gaol for deserters, with ten years' gaol for those who absent themselves without leave.	[551, 1423, 665, 1501]
headline-panic-in-danzig: PANIC IN DANZIG	[578, 894, 638, 923]
byline: By Telegraph—Press Association—Copyright	[809, 1187, 948, 1196]
subheading: KING INFORMED OF WAR PREPARATIONS.	[687, 115, 787, 133]
article-paragraph: There is some discussion in the Press as to the exact position in the time-table of precautionary civilian defence measures which should be taken by the evacuation from danger areas of school children and the other categories, which include expectant mothers, young children and their mothers.	[275, 1079, 399, 1166]
headline-no-relief-of-tension: NO RELIEF OF TENSION	[677, 41, 797, 76]
headline-gold-exchanges: GOLD & EXCHANGES	[826, 1167, 969, 1181]
section-divider	[551, 734, 665, 736]
article-paragraph: "I am satisfied that 90 per cent of the people in this country will support that," Mr Semple continued.	[809, 1123, 986, 1152]
byline: By Telegraph—Press Association—Copyright	[675, 1770, 783, 1788]
section-divider	[275, 613, 399, 615]
byline: (By Telegraph.—Press Association.—Copyright.)	[14, 302, 181, 311]
subheading: MEASURE OF PRECAUTION IN BRITAIN.	[415, 129, 535, 147]
dateline: LONDON, August 31.	[300, 701, 373, 710]
section-divider	[7, 1593, 141, 1595]
section-divider	[409, 1481, 541, 1482]
section-divider	[675, 795, 800, 797]
byline: By Telegraph—Press Association—Copyright	[675, 1566, 783, 1584]
headline-aircraft-production: AIRCRAFT PRODUCTION	[815, 308, 981, 322]
